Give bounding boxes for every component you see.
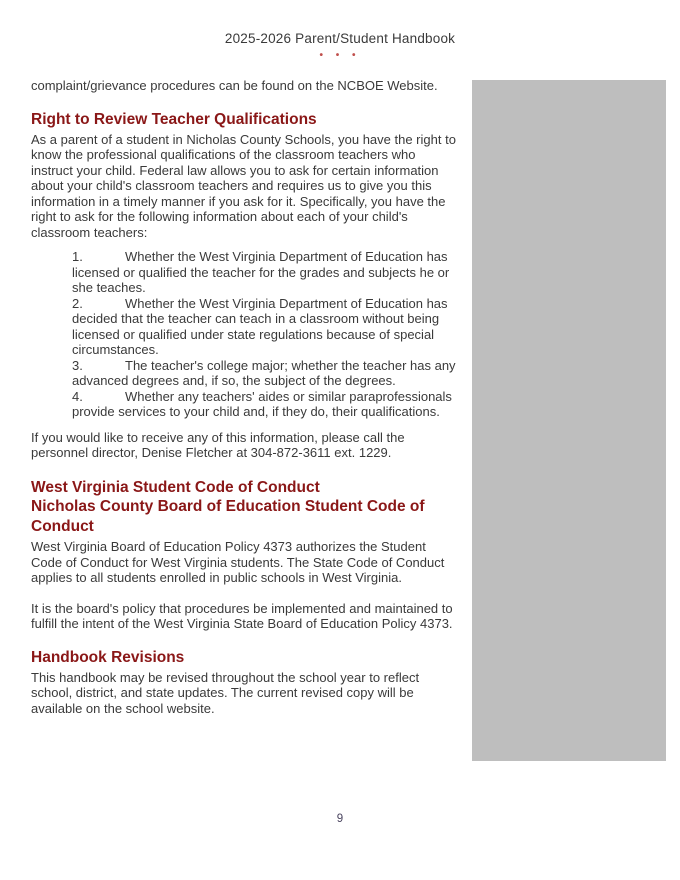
list-item-text: The teacher's college major; whether the teacher has any advanced degrees and, if so, the subject of the degrees.: [72, 357, 456, 388]
code-of-conduct-paragraph-1: West Virginia Board of Education Policy 4373 authorizes the Student Code of Conduct for West Virginia students. The State Code of Conduct applies to all students enrolled in public schools in West Virginia.: [31, 539, 445, 585]
separator-dots-icon: • • •: [319, 50, 361, 61]
section-heading-handbook-revisions: Handbook Revisions: [31, 648, 185, 666]
list-item-text: Whether any teachers' aides or similar paraprofessionals provide services to your child and, if they do, their qualifications.: [72, 388, 452, 419]
list-item-number: 2.: [72, 295, 83, 311]
contact-paragraph: If you would like to receive any of this information, please call the personnel director, Denise Fletcher at 304-872-3611 ext. 1229.: [31, 429, 405, 460]
list-item-text: Whether the West Virginia Department of Education has licensed or qualified the teacher for the grades and subjects he or she teaches.: [72, 249, 450, 295]
list-item: [72, 296, 458, 358]
page-header-title: 2025-2026 Parent/Student Handbook: [224, 31, 456, 46]
list-item: [72, 249, 458, 296]
list-item-number: 4.: [72, 388, 83, 404]
list-item-text: Whether the West Virginia Department of Education has decided that the teacher can teach in a classroom without being licensed or qualified under state regulations because of special circumstances.: [72, 295, 448, 357]
list-item-number: 3.: [72, 357, 83, 373]
gray-image-placeholder: [472, 80, 666, 761]
handbook-revisions-paragraph: This handbook may be revised throughout the school year to reflect school, district, and state updates. The current revised copy will be available on the school website.: [31, 669, 420, 716]
heading-line-ncboe-code: Nicholas County Board of Education Student Code of Conduct: [31, 498, 425, 535]
heading-line-wv-code: West Virginia Student Code of Conduct: [31, 478, 320, 496]
teacher-qualifications-paragraph: As a parent of a student in Nicholas County Schools, you have the right to know the professional qualifications of the classroom teachers who instruct your child. Federal law allows you to ask for certain information about your child's classroom teachers and requires us to give you this information in a timely manner if you ask for it. Specifically, you have the right to ask for the following information about each of your child's classroom teachers:: [31, 131, 456, 240]
section-heading-code-of-conduct: [31, 478, 458, 537]
intro-paragraph: complaint/grievance procedures can be found on the NCBOE Website.: [31, 78, 438, 93]
code-of-conduct-paragraph-2: It is the board's policy that procedures be implemented and maintained to fulfill the intent of the West Virginia State Board of Education Policy 4373.: [31, 600, 453, 631]
section-heading-teacher-qualifications: Right to Review Teacher Qualifications: [31, 110, 317, 128]
list-item: [72, 358, 458, 389]
text-column: [31, 78, 458, 716]
numbered-list: [31, 249, 458, 420]
list-item: [72, 389, 458, 420]
page-number: 9: [336, 813, 344, 825]
list-item-number: 1.: [72, 249, 83, 264]
